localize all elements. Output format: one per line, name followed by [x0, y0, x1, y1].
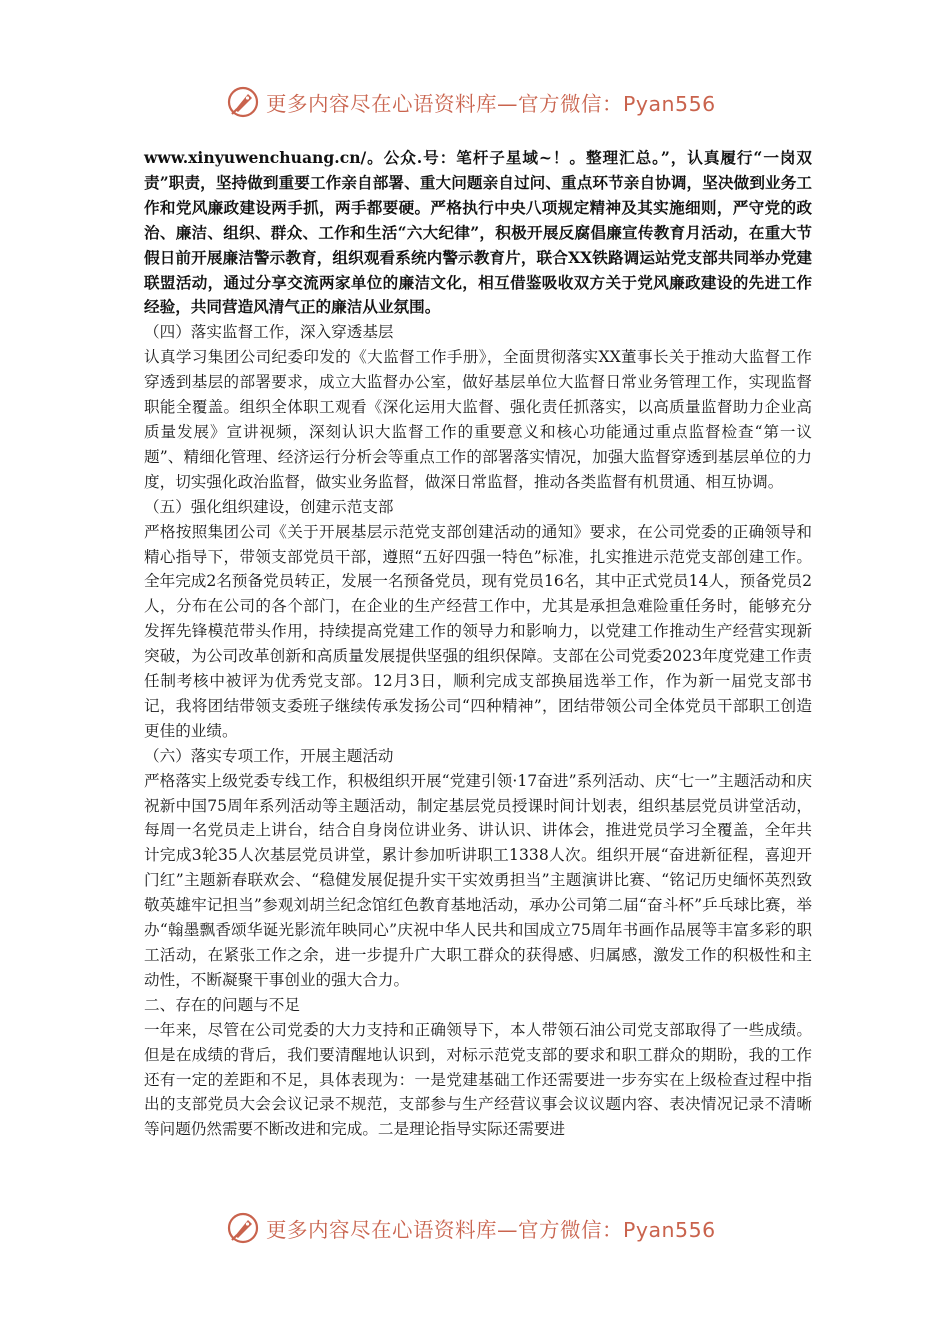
- section-heading-problems: 二、存在的问题与不足: [144, 995, 300, 1014]
- watermark-footer: [226, 1208, 746, 1248]
- pen-nib-logo-icon: [226, 1211, 260, 1245]
- section-heading-6: （六）落实专项工作，开展主题活动: [144, 746, 394, 765]
- section-heading-5: （五）强化组织建设，创建示范支部: [144, 497, 394, 516]
- watermark-text: 更多内容尽在心语资料库—官方微信：Pyan556: [266, 1218, 716, 1242]
- section-heading-4: （四）落实监督工作，深入穿透基层: [144, 323, 394, 342]
- paragraph-problems: 一年来，尽管在公司党委的大力支持和正确领导下，本人带领石油公司党支部取得了一些成绩。但是在成绩的背后，我们要清醒地认识到，对标示范党支部的要求和职工群众的期盼，我的工作还有一定的差距和不足，具体表现为：一是党建基础工作还需要进一步夯实在上级检查过程中指出的支部党员大会会议记录不规范，支部参与生产经营议事会议议题内容、表决情况记录不清晰等问题仍然需要不断改进和完成。二是理论指导实际还需要进: [144, 1020, 812, 1139]
- watermark-text: 更多内容尽在心语资料库—官方微信：Pyan556: [266, 92, 716, 116]
- watermark-header: [226, 82, 746, 122]
- document-body: [144, 146, 812, 1142]
- paragraph-discipline: www.xinyuwenchuang.cn/。公众.号：笔杆子星域~！。整理汇总。”，认真履行“一岗双责”职责，坚持做到重要工作亲自部署、重大问题亲自过问、重点环节亲自协调，坚决做到业务工作和党风廉政建设两手抓，两手都要硬。严格执行中央八项规定精神及其实施细则，严守党的政治、廉洁、组织、群众、工作和生活“六大纪律”，积极开展反腐倡廉宣传教育月活动，在重大节假日前开展廉洁警示教育，组织观看系统内警示教育片，联合XX铁路调运站党支部共同举办党建联盟活动，通过分享交流两家单位的廉洁文化，相互借鉴吸收双方关于党风廉政建设的先进工作经验，共同营造风清气正的廉洁从业氛围。: [144, 148, 812, 317]
- paragraph-supervision: 认真学习集团公司纪委印发的《大监督工作手册》，全面贯彻落实XX董事长关于推动大监督工作穿透到基层的部署要求，成立大监督办公室，做好基层单位大监督日常业务管理工作，实现监督职能全覆盖。组织全体职工观看《深化运用大监督、强化责任抓落实，以高质量监督助力企业高质量发展》宣讲视频，深刻认识大监督工作的重要意义和核心功能通过重点监督检查“第一议题”、精细化管理、经济运行分析会等重点工作的部署落实情况，加强大监督穿透到基层单位的力度，切实强化政治监督，做实业务监督，做深日常监督，推动各类监督有机贯通、相互协调。: [144, 348, 812, 491]
- paragraph-activities: 严格落实上级党委专线工作，积极组织开展“党建引领·17奋进”系列活动、庆“七一”主题活动和庆祝新中国75周年系列活动等主题活动，制定基层党员授课时间计划表，组织基层党员讲堂活动，每周一名党员走上讲台，结合自身岗位讲业务、讲认识、讲体会，推进党员学习全覆盖，全年共计完成3轮35人次基层党员讲堂，累计参加听讲职工1338人次。组织开展“奋进新征程，喜迎开门红”主题新春联欢会、“稳健发展促提升实干实效勇担当”主题演讲比赛、“铭记历史缅怀英烈致敬英雄牢记担当”参观刘胡兰纪念馆红色教育基地活动，承办公司第二届“奋斗杯”乒乓球比赛，举办“翰墨飘香颂华诞光影流年映同心”庆祝中华人民共和国成立75周年书画作品展等丰富多彩的职工活动，在紧张工作之余，进一步提升广大职工群众的获得感、归属感，激发工作的积极性和主动性，不断凝聚干事创业的强大合力。: [144, 771, 812, 989]
- paragraph-organization: 严格按照集团公司《关于开展基层示范党支部创建活动的通知》要求，在公司党委的正确领导和精心指导下，带领支部党员干部，遵照“五好四强一特色”标准，扎实推进示范党支部创建工作。全年完成2名预备党员转正，发展一名预备党员，现有党员16名，其中正式党员14人，预备党员2人，分布在公司的各个部门，在企业的生产经营工作中，尤其是承担急难险重任务时，能够充分发挥先锋模范带头作用，持续提高党建工作的领导力和影响力，以党建工作推动生产经营实现新突破，为公司改革创新和高质量发展提供坚强的组织保障。支部在公司党委2023年度党建工作责任制考核中被评为优秀党支部。12月3日，顺利完成支部换届选举工作，作为新一届党支部书记，我将团结带领支委班子继续传承发扬公司“四种精神”，团结带领公司全体党员干部职工创造更佳的业绩。: [144, 522, 812, 740]
- pen-nib-logo-icon: [226, 85, 260, 119]
